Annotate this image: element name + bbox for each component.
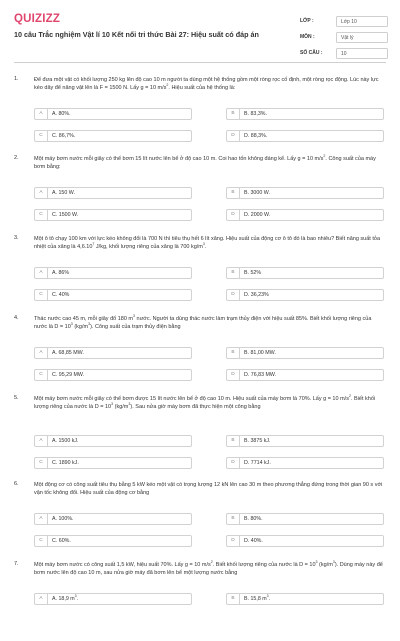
- question-number: 2.: [14, 155, 19, 161]
- meta-label: MÔN :: [300, 34, 315, 40]
- option-letter: C: [35, 535, 48, 547]
- answer-option-d[interactable]: [226, 130, 384, 142]
- answer-option-b[interactable]: [226, 593, 384, 605]
- answer-option-b[interactable]: [226, 267, 384, 279]
- question-block: [14, 155, 386, 235]
- option-letter: B: [227, 435, 240, 447]
- option-text: A. 18,9 $m^3$.: [52, 594, 79, 602]
- option-letter: D: [227, 209, 240, 221]
- option-text: B. 3000 W.: [244, 190, 270, 196]
- answer-option-b[interactable]: [226, 108, 384, 120]
- meta-panel: [300, 13, 390, 61]
- question-number: 4.: [14, 315, 19, 321]
- question-text: Thác nước cao 45 m, mỗi giây đổ 180 $m^3$ nước. Người ta dùng thác nước làm trạm thủy điện với hiệu suất 85%. Biết khối lượng riêng của nước là $D = 10^3$ $(kg/m^3)$. Công suất của trạm thủy điện bằng: [34, 314, 372, 331]
- option-letter: C: [35, 457, 48, 469]
- question-number: 1.: [14, 76, 19, 82]
- option-letter: B: [227, 267, 240, 279]
- option-text: D. 40%.: [244, 538, 263, 544]
- answer-option-a[interactable]: [34, 435, 192, 447]
- answer-option-d[interactable]: [226, 535, 384, 547]
- option-letter: D: [227, 535, 240, 547]
- answer-option-a[interactable]: [34, 108, 192, 120]
- answer-option-c[interactable]: [34, 457, 192, 469]
- question-text: Một máy bơm nước có công suất 1,5 kW, hiệu suất 70%. Lấy g = 10 $m/s^2$. Biết khối lượng riêng của nước là $D = 10^3$ $(kg/m^3)$. Dùng máy này để bơm nước lên độ cao 10 m, sau nửa giờ máy đã bơm lên bể một lượng nước bằng: [34, 560, 383, 577]
- answer-option-d[interactable]: [226, 457, 384, 469]
- option-letter: D: [227, 289, 240, 301]
- option-text: A. 1500 kJ.: [52, 438, 79, 444]
- option-text: A. 68,85 MW.: [52, 350, 84, 356]
- option-letter: B: [227, 347, 240, 359]
- option-text: A. 80%.: [52, 111, 71, 117]
- answer-option-a[interactable]: [34, 347, 192, 359]
- answer-option-a[interactable]: [34, 513, 192, 525]
- meta-label: SỐ CÂU :: [300, 50, 323, 56]
- option-letter: C: [35, 369, 48, 381]
- option-text: B. 3875 kJ.: [244, 438, 271, 444]
- option-letter: A: [35, 187, 48, 199]
- option-text: C. 1500 W.: [52, 212, 79, 218]
- option-letter: A: [35, 593, 48, 605]
- meta-value: 10: [336, 48, 388, 59]
- option-text: D. 88,3%.: [244, 133, 268, 139]
- option-letter: D: [227, 130, 240, 142]
- option-text: B. 81,00 MW.: [244, 350, 276, 356]
- logo-text: QUIZIZZ: [14, 13, 61, 25]
- question-block: [14, 561, 386, 641]
- option-letter: B: [227, 187, 240, 199]
- quizizz-logo: [14, 12, 60, 26]
- option-text: D. 7714 kJ.: [244, 460, 271, 466]
- answer-option-d[interactable]: [226, 289, 384, 301]
- answer-option-c[interactable]: [34, 209, 192, 221]
- option-letter: A: [35, 267, 48, 279]
- answer-option-d[interactable]: [226, 209, 384, 221]
- option-text: D. 36,23%: [244, 292, 269, 298]
- option-text: A. 100%.: [52, 516, 74, 522]
- question-number: 6.: [14, 481, 19, 487]
- question-number: 7.: [14, 561, 19, 567]
- option-text: D. 76,83 MW.: [244, 372, 277, 378]
- answer-option-d[interactable]: [226, 369, 384, 381]
- option-letter: A: [35, 347, 48, 359]
- header: [0, 0, 400, 62]
- option-text: B. 83,3%.: [244, 111, 267, 117]
- worksheet-title: 10 câu Trắc nghiệm Vật lí 10 Kết nối tri thức Bài 27: Hiệu suất có đáp án: [14, 30, 259, 39]
- meta-row-grade: [300, 13, 390, 29]
- answer-option-c[interactable]: [34, 535, 192, 547]
- answer-option-c[interactable]: [34, 369, 192, 381]
- answer-option-b[interactable]: [226, 435, 384, 447]
- option-text: C. 40%: [52, 292, 70, 298]
- option-text: B. 80%.: [244, 516, 263, 522]
- option-text: A. 150 W.: [52, 190, 75, 196]
- option-letter: A: [35, 513, 48, 525]
- question-block: [14, 481, 386, 561]
- question-text: Một ô tô chạy 100 km với lực kéo không đổi là 700 N thì tiêu thụ hết 6 lít xăng. Hiệu suất của động cơ ô tô đó là bao nhiêu? Biết năng suất tỏa nhiệt của xăng là 4,6.10$^7$ J/kg, khối lượng riêng của xăng là 700 $kg/m^3$.: [34, 236, 381, 251]
- option-letter: C: [35, 289, 48, 301]
- question-block: [14, 395, 386, 475]
- option-letter: A: [35, 108, 48, 120]
- option-letter: B: [227, 513, 240, 525]
- question-block: [14, 76, 386, 156]
- option-text: A. 86%: [52, 270, 70, 276]
- answer-option-a[interactable]: [34, 267, 192, 279]
- header-divider: [14, 62, 386, 63]
- option-letter: B: [227, 593, 240, 605]
- answer-option-a[interactable]: [34, 187, 192, 199]
- meta-row-subject: [300, 29, 390, 45]
- meta-value: Lớp 10: [336, 16, 388, 27]
- option-letter: C: [35, 130, 48, 142]
- answer-option-b[interactable]: [226, 513, 384, 525]
- answer-option-a[interactable]: [34, 593, 192, 605]
- option-text: C. 86,7%.: [52, 133, 76, 139]
- answer-option-c[interactable]: [34, 130, 192, 142]
- option-letter: D: [227, 369, 240, 381]
- question-block: [14, 315, 386, 395]
- question-number: 5.: [14, 395, 19, 401]
- option-text: B. 15,8 $m^3$.: [244, 594, 271, 602]
- question-text: Để đưa một vật có khối lượng 250 kg lên độ cao 10 m người ta dùng một hệ thống gồm một ròng rọc cố định, một ròng rọc động. Lúc này lực kéo dây để nâng vật lên là F = 1500 N. Lấy g = 10 $m/s^2$. Hiệu suất của hệ thống là:: [34, 77, 379, 92]
- option-letter: D: [227, 457, 240, 469]
- question-text: Một máy bơm nước mỗi giây có thể bơm được 15 lít nước lên bể ở độ cao 10 m. Hiệu suất của máy bơm là 70%. Lấy g = 10 $m/s^2$. Biết khối lượng riêng của nước là $D = 10^3$ $(kg/m^3)$. Sau nửa giờ máy bơm đã thực hiện một công bằng: [34, 394, 376, 411]
- meta-row-question-count: [300, 45, 390, 61]
- question-block: [14, 235, 386, 315]
- option-text: C. 95,29 MW.: [52, 372, 85, 378]
- meta-label: LỚP :: [300, 18, 314, 24]
- answer-option-c[interactable]: [34, 289, 192, 301]
- option-letter: B: [227, 108, 240, 120]
- option-text: C. 1890 kJ.: [52, 460, 79, 466]
- answer-option-b[interactable]: [226, 187, 384, 199]
- option-letter: A: [35, 435, 48, 447]
- question-text: Một động cơ có công suất tiêu thụ bằng 5 kW kéo một vật có trọng lượng 12 kN lên cao 30 m theo phương thẳng đứng trong thời gian 90 s với vận tốc không đổi. Hiệu suất của động cơ bằng: [34, 482, 383, 497]
- option-letter: C: [35, 209, 48, 221]
- option-text: C. 60%.: [52, 538, 71, 544]
- option-text: D. 2000 W.: [244, 212, 271, 218]
- question-number: 3.: [14, 235, 19, 241]
- question-text: Một máy bơm nước mỗi giây có thể bơm 15 lít nước lên bể ở độ cao 10 m. Coi hao tốn không đáng kể. Lấy g = 10 $m/s^2$. Công suất của máy bơm bằng:: [34, 154, 376, 171]
- meta-value: Vật lý: [336, 32, 388, 43]
- option-text: B. 52%: [244, 270, 262, 276]
- answer-option-b[interactable]: [226, 347, 384, 359]
